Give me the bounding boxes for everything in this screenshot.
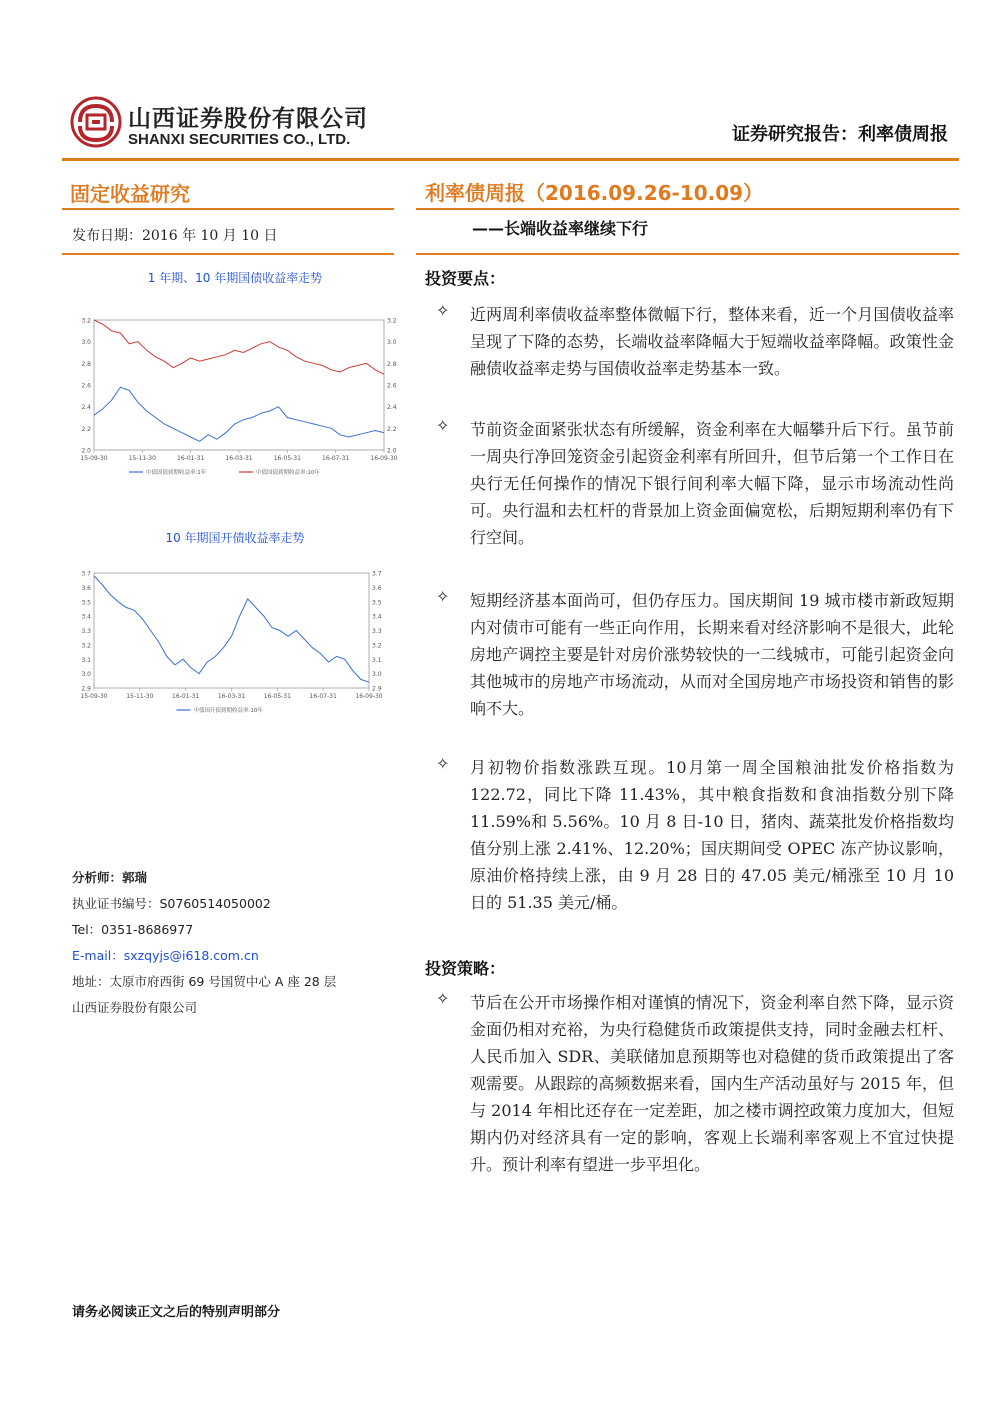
series-line-0 [94, 576, 369, 682]
y-right-tick-label: 3.2 [372, 642, 382, 650]
series-line-1 [94, 320, 384, 374]
footer-notice: 请务必阅读正文之后的特别声明部分 [72, 1305, 281, 1320]
investment-point-text: 近两周利率债收益率整体微幅下行，整体来看，近一个月国债收益率呈现了下降的态势，长端收益率降幅大于短端收益率降幅。政策性金融债收益率走势与国债收益率走势基本一致。 [470, 305, 954, 378]
y-right-tick-label: 2.6 [387, 382, 397, 390]
bullet-icon: ✧ [436, 754, 450, 773]
x-tick-label: 15-11-30 [126, 693, 154, 700]
y-left-tick-label: 3.7 [81, 570, 91, 578]
investment-point-text: 月初物价指数涨跌互现。10月第一周全国粮油批发价格指数为 122.72，同比下降 11.43%，其中粮食指数和食油指数分别下降 11.59%和 5.56%。10 月 8 日-10 日，猪肉、蔬菜批发价格指数均值分别上涨 2.41%、12.20%；国庆期间受 OPEC 冻产协议影响，原油价格持续上涨，由 9 月 28 日的 47.05 美元/桶涨至 10 月 10 日的 51.35 美元/桶。 [470, 758, 954, 912]
x-tick-label: 16-03-31 [225, 455, 253, 462]
analyst-address: 地址：太原市府西街 69 号国贸中心 A 座 28 层 [72, 974, 337, 989]
y-right-tick-label: 2.8 [387, 360, 397, 368]
bullet-icon: ✧ [436, 989, 450, 1008]
bullet-icon: ✧ [436, 301, 450, 320]
y-left-tick-label: 3.2 [81, 642, 91, 650]
y-left-tick-label: 3.5 [81, 599, 91, 607]
y-left-tick-label: 3.0 [81, 671, 91, 679]
y-left-tick-label: 3.4 [81, 613, 91, 621]
left-date-divider [62, 253, 394, 255]
y-left-tick-label: 2.4 [81, 404, 91, 412]
y-left-tick-label: 2.0 [81, 447, 91, 455]
y-right-tick-label: 3.0 [372, 671, 382, 679]
analyst-tel: Tel：0351-8686977 [72, 922, 194, 937]
report-type: 证券研究报告：利率债周报 [732, 124, 948, 145]
bullet-icon: ✧ [436, 416, 450, 435]
y-left-tick-label: 3.1 [81, 656, 91, 664]
x-tick-label: 16-01-31 [177, 455, 205, 462]
x-tick-label: 16-05-31 [273, 455, 301, 462]
main-title: 利率债周报（2016.09.26-10.09） [425, 181, 764, 205]
x-tick-label: 15-09-30 [80, 693, 108, 700]
y-left-tick-label: 3.3 [81, 628, 91, 635]
x-tick-label: 16-01-31 [172, 693, 200, 700]
legend-label: 中债国开债到期收益率:10年 [193, 708, 263, 714]
y-right-tick-label: 2.9 [372, 685, 382, 693]
header-divider [62, 158, 959, 161]
chart2 [80, 568, 400, 728]
y-right-tick-label: 2.4 [387, 404, 397, 412]
y-left-tick-label: 2.8 [81, 360, 91, 368]
y-right-tick-label: 3.7 [372, 570, 382, 578]
y-right-tick-label: 3.2 [387, 317, 397, 325]
analyst-company: 山西证券股份有限公司 [72, 1000, 198, 1015]
investment-point-text: 节前资金面紧张状态有所缓解，资金利率在大幅攀升后下行。虽节前一周央行净回笼资金引起资金利率有所回升，但节后第一个工作日在央行无任何操作的情况下银行间利率大幅下降，显示市场流动性尚可。央行温和去杠杆的背景加上资金面偏宽松，后期短期利率仍有下行空间。 [470, 420, 954, 547]
x-tick-label: 16-09-30 [370, 455, 398, 462]
subtitle-divider [416, 253, 959, 255]
investment-point-text: 短期经济基本面尚可，但仍存压力。国庆期间 19 城市楼市新政短期内对债市可能有一些正向作用，长期来看对经济影响不是很大，此轮房地产调控主要是针对房价涨势较快的一二线城市，可能引起资金向其他城市的房地产市场流动，从而对全国房地产市场投资和销售的影响不大。 [470, 591, 954, 718]
section-title: 固定收益研究 [70, 182, 190, 206]
company-name-en: SHANXI SECURITIES CO., LTD. [128, 131, 351, 148]
y-right-tick-label: 3.3 [372, 628, 382, 635]
bullet-icon: ✧ [436, 587, 450, 606]
x-tick-label: 16-09-30 [355, 693, 383, 700]
chart1-title: 1 年期、10 年期国债收益率走势 [147, 271, 323, 285]
chart2-title: 10 年期国开债收益率走势 [165, 531, 305, 545]
chart-plot-frame [94, 573, 369, 688]
chart1 [80, 310, 400, 495]
y-left-tick-label: 3.6 [81, 584, 91, 592]
subtitle: ——长端收益率继续下行 [472, 219, 649, 238]
legend-label: 中债国债到期收益率:10年 [256, 470, 320, 476]
x-tick-label: 15-11-30 [128, 455, 156, 462]
x-tick-label: 16-05-31 [263, 693, 291, 700]
analyst-email[interactable]: E-mail：sxzqyjs@i618.com.cn [72, 948, 259, 963]
x-tick-label: 15-09-30 [80, 455, 108, 462]
y-left-tick-label: 3.2 [81, 317, 91, 325]
chart-plot-frame [94, 320, 384, 450]
y-right-tick-label: 3.6 [372, 584, 382, 592]
legend-label: 中债国债到期收益率:1年 [146, 470, 207, 476]
x-tick-label: 16-07-31 [322, 455, 350, 462]
investment-points-heading: 投资要点： [425, 269, 506, 288]
x-tick-label: 16-03-31 [217, 693, 246, 700]
investment-strategy-text: 节后在公开市场操作相对谨慎的情况下，资金利率自然下降，显示资金面仍相对充裕，为央行稳健货币政策提供支持，同时金融去杠杆、人民币加入 SDR、美联储加息预期等也对稳健的货币政策提出了客观需要。从跟踪的高频数据来看，国内生产活动虽好与 2015 年，但与 2014 年相比还存在一定差距，加之楼市调控政策力度加大，但短期内仍对经济具有一定的影响，客观上长端利率客观上不宜过快提升。预计利率有望进一步平坦化。 [470, 993, 954, 1174]
y-left-tick-label: 2.6 [81, 382, 91, 390]
y-right-tick-label: 3.5 [372, 599, 382, 607]
y-right-tick-label: 3.1 [372, 656, 382, 664]
y-right-tick-label: 3.4 [372, 613, 382, 621]
analyst-name: 分析师：郭瑞 [72, 870, 148, 885]
y-left-tick-label: 2.9 [81, 685, 91, 693]
main-title-divider [416, 208, 959, 210]
analyst-license: 执业证书编号：S0760514050002 [72, 896, 271, 911]
y-right-tick-label: 2.0 [387, 447, 397, 455]
y-right-tick-label: 3.0 [387, 339, 397, 347]
investment-strategy-heading: 投资策略： [425, 959, 506, 978]
series-line-0 [94, 387, 384, 441]
y-left-tick-label: 3.0 [81, 339, 91, 347]
company-logo-icon [70, 96, 122, 148]
y-left-tick-label: 2.2 [81, 425, 91, 433]
company-name-cn: 山西证券股份有限公司 [128, 106, 368, 132]
y-right-tick-label: 2.2 [387, 425, 397, 433]
left-title-divider [62, 208, 394, 210]
x-tick-label: 16-07-31 [309, 693, 337, 700]
analyst-info [72, 865, 402, 1021]
publish-date: 发布日期：2016 年 10 月 10 日 [72, 228, 278, 244]
